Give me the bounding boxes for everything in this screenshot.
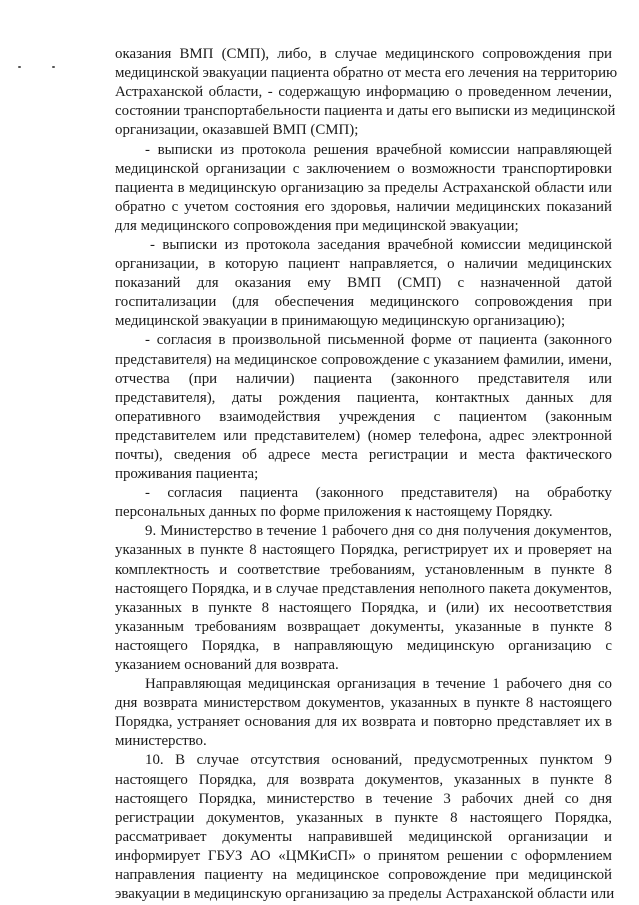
- text-line: медицинской организации с заключением о возможности транспортировки: [115, 160, 612, 177]
- text-line: персональных данных по форме приложения к настоящему Порядку.: [115, 504, 553, 521]
- text-line: 10. В случае отсутствия оснований, предусмотренных пунктом 9: [145, 752, 612, 769]
- text-line: - согласия пациента (законного представителя) на обработку: [145, 485, 612, 502]
- text-line: Порядка, устраняет основания для их возврата и повторно представляет их в: [115, 714, 612, 731]
- text-line: указанных в пункте 8 настоящего Порядка, и (или) их несоответствия: [115, 599, 612, 616]
- text-line: регистрации документов, указанных в пункте 8 настоящего Порядка,: [115, 809, 612, 826]
- scan-speck: [18, 66, 21, 68]
- text-line: оказания ВМП (СМП), либо, в случае медицинского сопровождения при: [115, 46, 612, 62]
- text-line: эвакуации в медицинскую организацию за пределы Астраханской области или: [115, 886, 615, 902]
- text-line: указанным требованиям возвращает документы, указанные в пункте 8: [115, 618, 612, 635]
- text-line: настоящего Порядка, и в случае представления неполного пакета документов,: [115, 580, 612, 597]
- text-line: показаний для оказания ему ВМП (СМП) с назначенной датой: [115, 275, 612, 292]
- text-line: представителя), даты рождения пациента, контактных данных для: [115, 389, 612, 406]
- text-line: настоящего Порядка, в направляющую медицинскую организацию с: [115, 637, 612, 654]
- text-line: рассматривает документы направившей медицинской организации и: [115, 828, 612, 845]
- text-line: министерство.: [115, 733, 207, 750]
- text-line: дня возврата министерством документов, указанных в пункте 8 настоящего: [115, 695, 612, 712]
- text-line: почты), сведения об адресе места регистрации и места фактического: [115, 446, 612, 463]
- text-line: настоящего Порядка, министерство в течение 3 рабочих дней со дня: [115, 790, 612, 807]
- text-line: настоящего Порядка, для возврата документов, указанных в пункте 8: [115, 771, 612, 788]
- text-line: представителем или представителем) (номер телефона, адрес электронной: [115, 427, 612, 444]
- text-line: организации, в которую пациент направляется, о наличии медицинских: [115, 256, 612, 272]
- text-line: указанных в пункте 8 настоящего Порядка, регистрирует их и проверяет на: [115, 542, 612, 559]
- text-line: состоянии транспортабельности пациента и даты его выписки из медицинской: [115, 103, 616, 120]
- text-line: информирует ГБУЗ АО «ЦМКиСП» о принятом решении с оформлением: [115, 847, 612, 864]
- text-line: оперативного взаимодействия учреждения с пациентом (законным: [115, 408, 612, 425]
- text-line: - выписки из протокола решения врачебной комиссии направляющей: [145, 141, 612, 158]
- text-line: Направляющая медицинская организация в течение 1 рабочего дня со: [145, 676, 612, 692]
- text-line: - выписки из протокола заседания врачебной комиссии медицинской: [150, 236, 612, 253]
- text-line: медицинской эвакуации пациента обратно от места его лечения на территорию: [115, 65, 618, 82]
- text-line: 9. Министерство в течение 1 рабочего дня со дня получения документов,: [145, 523, 612, 540]
- text-line: комплектность и соответствие требованиям, установленным в пункте 8: [115, 561, 612, 578]
- text-line: представителя) на медицинское сопровождение с указанием фамилии, имени,: [115, 351, 612, 368]
- text-line: Астраханской области, - содержащую информацию о проведенном лечении,: [115, 84, 612, 101]
- text-line: госпитализации (для обеспечения медицинского сопровождения при: [115, 294, 612, 311]
- text-line: медицинской эвакуации в принимающую медицинскую организацию);: [115, 313, 566, 330]
- text-line: указанием оснований для возврата.: [115, 656, 339, 673]
- text-line: пациента в медицинскую организацию за пределы Астраханской области или: [115, 179, 612, 196]
- text-line: направления пациенту на медицинское сопровождение при медицинской: [115, 866, 612, 883]
- scan-speck: [52, 66, 55, 68]
- text-line: - согласия в произвольной письменной форме от пациента (законного: [145, 332, 612, 349]
- text-line: организации, оказавшей ВМП (СМП);: [115, 122, 359, 139]
- text-line: для медицинского сопровождения при медицинской эвакуации;: [115, 217, 519, 234]
- text-line: проживания пациента;: [115, 466, 259, 482]
- text-line: отчества (при наличии) пациента (законного представителя или: [115, 370, 612, 387]
- text-line: обратно с учетом состояния его здоровья, наличии медицинских показаний: [115, 198, 612, 215]
